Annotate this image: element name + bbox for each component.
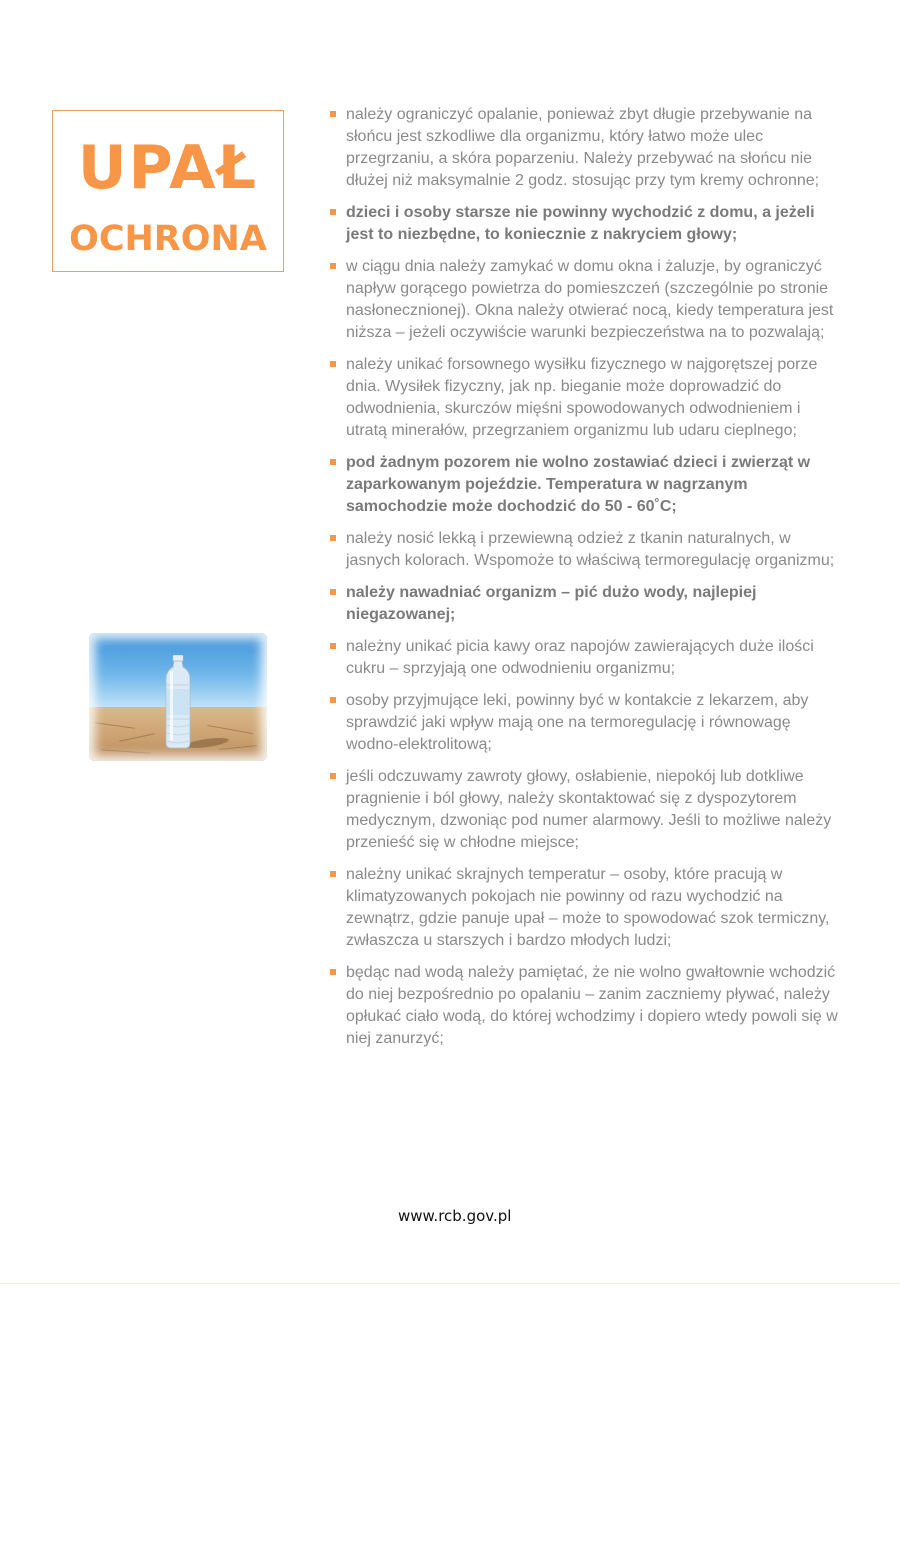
list-item-text: należy unikać forsownego wysiłku fizycznego w najgorętszej porze dnia. Wysiłek fizyczny, jak np. bieganie może doprowadzić do odwodnienia, skurczów mięśni spowodowanych odwodnieniem i utratą minerałów, przegrzaniem organizmu lub udaru cieplnego;: [346, 356, 818, 439]
bullet-square-icon: [330, 697, 336, 703]
list-item: [330, 864, 840, 952]
footer-url-link[interactable]: www.rcb.gov.pl: [398, 1207, 512, 1225]
list-item: [330, 582, 840, 626]
bullet-square-icon: [330, 111, 336, 117]
list-item: [330, 202, 840, 246]
list-item-text: należy nosić lekką i przewiewną odzież z tkanin naturalnych, w jasnych kolorach. Wspomoże to właściwą termoregulację organizmu;: [346, 530, 835, 569]
list-item: [330, 354, 840, 442]
list-item: [330, 256, 840, 344]
list-item-text: należy nawadniać organizm – pić dużo wody, najlepiej niegazowanej;: [346, 584, 757, 623]
bullet-square-icon: [330, 209, 336, 215]
list-item: [330, 766, 840, 854]
list-item: [330, 962, 840, 1050]
title-box: [52, 110, 284, 272]
page-divider: [0, 1283, 900, 1284]
list-item: [330, 690, 840, 756]
bullet-square-icon: [330, 263, 336, 269]
list-item-text: będąc nad wodą należy pamiętać, że nie wolno gwałtownie wchodzić do niej bezpośrednio po opalaniu – zanim zaczniemy pływać, należy opłukać ciało wodą, do której wchodzimy i dopiero wtedy powoli się w niej zanurzyć;: [346, 964, 838, 1047]
list-item: [330, 636, 840, 680]
page-subtitle: OCHRONA: [69, 219, 267, 259]
list-item-text: w ciągu dnia należy zamykać w domu okna i żaluzje, by ograniczyć napływ gorącego powietrza do pomieszczeń (szczególnie po stronie nasłonecznionej). Okna należy otwierać nocą, kiedy temperatura jest niższa – jeżeli oczywiście warunki bezpieczeństwa na to pozwalają;: [346, 258, 834, 341]
bullet-square-icon: [330, 535, 336, 541]
page-title: UPAŁ: [77, 133, 259, 203]
list-item-text: należny unikać picia kawy oraz napojów zawierających duże ilości cukru – sprzyjają one odwodnieniu organizmu;: [346, 638, 814, 677]
list-item: [330, 528, 840, 572]
bullet-square-icon: [330, 969, 336, 975]
advice-list: [330, 104, 840, 1060]
list-item-text: należny unikać skrajnych temperatur – osoby, które pracują w klimatyzowanych pokojach nie powinny od razu wychodzić na zewnątrz, gdzie panuje upał – może to spowodować szok termiczny, zwłaszcza u starszych i bardzo młodych ludzi;: [346, 866, 830, 949]
bullet-square-icon: [330, 773, 336, 779]
photo-vignette: [89, 633, 267, 761]
list-item-text: osoby przyjmujące leki, powinny być w kontakcie z lekarzem, aby sprawdzić jaki wpływ mają one na termoregulację i równowagę wodno-elektrolitową;: [346, 692, 809, 753]
bullet-square-icon: [330, 459, 336, 465]
list-item-text: jeśli odczuwamy zawroty głowy, osłabienie, niepokój lub dotkliwe pragnienie i ból głowy, należy skontaktować się z dyspozytorem medycznym, dzwoniąc pod numer alarmowy. Jeśli to możliwe należy przenieść się w chłodne miejsce;: [346, 768, 832, 851]
water-bottle-desert-photo: [89, 633, 267, 761]
bullet-square-icon: [330, 871, 336, 877]
bullet-square-icon: [330, 643, 336, 649]
bullet-square-icon: [330, 361, 336, 367]
list-item: [330, 452, 840, 518]
list-item-text: dzieci i osoby starsze nie powinny wychodzić z domu, a jeżeli jest to niezbędne, to koniecznie z nakryciem głowy;: [346, 204, 815, 243]
list-item-text: należy ograniczyć opalanie, ponieważ zbyt długie przebywanie na słońcu jest szkodliwe dla organizmu, który łatwo może ulec przegrzaniu, a skóra poparzeniu. Należy przebywać na słońcu nie dłużej niż maksymalnie 2 godz. stosując przy tym kremy ochronne;: [346, 106, 820, 189]
list-item-text: pod żadnym pozorem nie wolno zostawiać dzieci i zwierząt w zaparkowanym pojeździe. Temperatura w nagrzanym samochodzie może dochodzić do 50 - 60˚C;: [346, 454, 811, 515]
list-item: [330, 104, 840, 192]
bullet-square-icon: [330, 589, 336, 595]
